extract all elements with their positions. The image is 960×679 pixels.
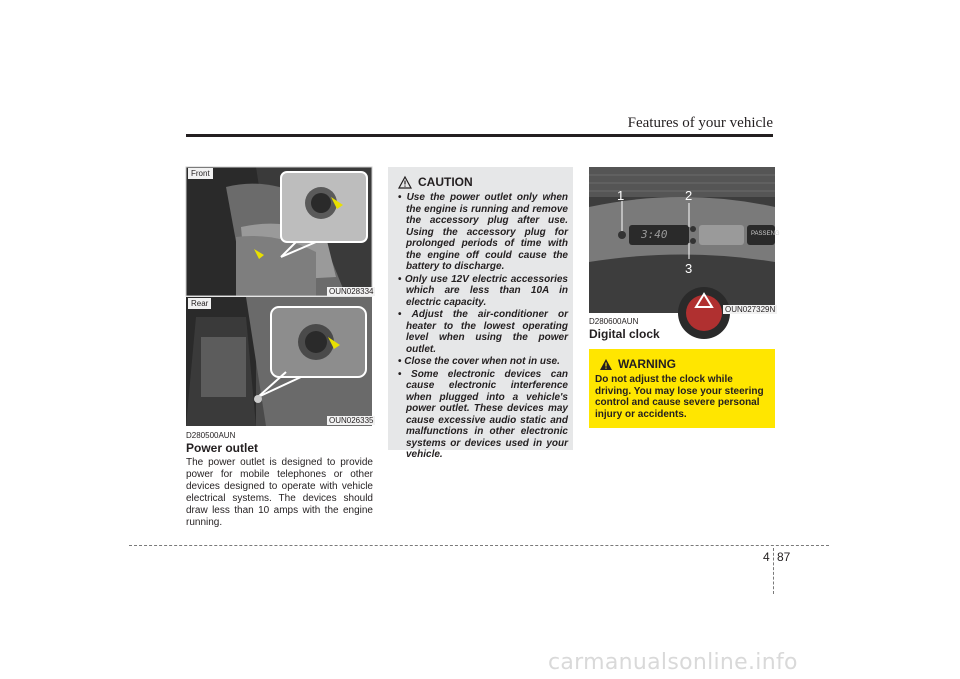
warning-heading	[595, 357, 769, 371]
warning-title: WARNING	[618, 357, 676, 371]
clock-display-time: 3:40	[641, 228, 668, 241]
clock-button-text: PASSENG	[751, 231, 780, 237]
front-figure-code: OUN028334	[329, 287, 374, 296]
chapter-number: 4	[763, 550, 770, 564]
caution-title: CAUTION	[418, 175, 473, 189]
rear-tag: Rear	[188, 298, 211, 309]
rear-figure-code: OUN026335	[329, 416, 374, 425]
caution-item: • Use the power outlet only when the engine is running and remove the accessory plug after use. Using the accessory plug for prolonged periods of time with the engine off could cause the battery to discharge.	[398, 192, 568, 273]
warning-text: Do not adjust the clock while driving. You may lose your steering control and cause severe personal injury or accidents.	[595, 374, 764, 420]
digital-clock-title: Digital clock	[589, 327, 660, 341]
caution-item: • Close the cover when not in use.	[398, 356, 568, 368]
power-outlet-text: The power outlet is designed to provide power for mobile telephones or other devices designed to operate with vehicle electrical systems. The devices should draw less than 10 amps with the engine running.	[186, 457, 373, 528]
warning-box	[589, 349, 775, 428]
warning-triangle-icon	[599, 358, 613, 371]
clock-figure-code: OUN027329N	[725, 305, 776, 314]
caution-triangle-icon	[398, 176, 412, 189]
caution-item: • Some electronic devices can cause electronic interference when plugged into a vehicle's power outlet. These devices may cause excessive audio static and malfunctions in other electronic systems or devices used in your vehicle.	[398, 369, 568, 461]
page-number: 87	[777, 550, 791, 564]
digital-clock-photo	[589, 167, 780, 313]
digital-clock-code: D280600AUN	[589, 317, 639, 326]
caution-item: • Only use 12V electric accessories which are less than 10A in electric capacity.	[398, 274, 568, 309]
front-outlet-photo	[186, 167, 372, 296]
caution-list	[398, 192, 568, 461]
header-rule	[186, 134, 773, 137]
caution-item: • Adjust the air-conditioner or heater to the lowest operating level when using the power outlet.	[398, 309, 568, 355]
watermark: carmanualsonline.info	[548, 650, 798, 675]
rear-outlet-photo	[186, 297, 372, 426]
power-outlet-title: Power outlet	[186, 441, 259, 455]
front-outlet-illustration	[186, 167, 372, 296]
caution-box	[388, 167, 573, 460]
front-tag: Front	[188, 168, 213, 179]
footer-rule	[129, 545, 829, 546]
rear-outlet-illustration	[186, 297, 372, 426]
clock-callout-3: 3	[685, 261, 693, 276]
power-outlet-code: D280500AUN	[186, 431, 236, 440]
clock-callout-2: 2	[685, 188, 693, 203]
page-divider	[773, 548, 774, 594]
caution-heading	[398, 175, 568, 189]
clock-callout-1: 1	[617, 188, 625, 203]
section-title: Features of your vehicle	[627, 115, 773, 131]
